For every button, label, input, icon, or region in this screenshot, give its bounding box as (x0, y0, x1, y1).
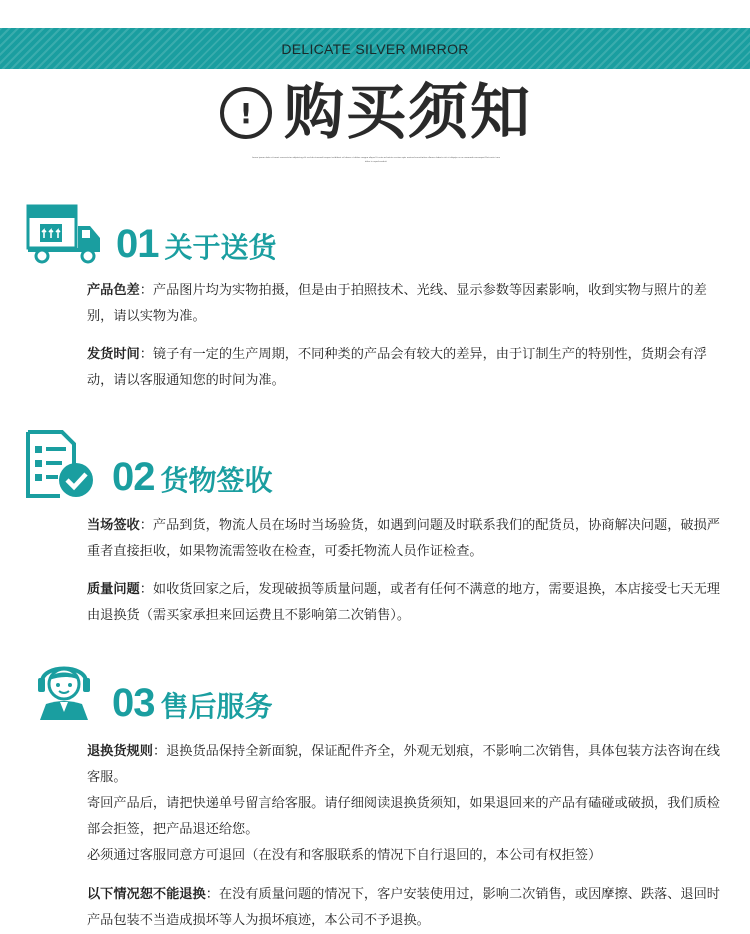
paragraph-text: ：退换货品保持全新面貌，保证配件齐全，外观无划痕，不影响二次销售，具体包装方法咨询在线客服。 (87, 744, 720, 785)
paragraph-text: ：如收货回家之后，发现破损等质量问题，或者有任何不满意的地方，需要退换，本店接受七天无理由退换货（需买家承担来回运费且不影响第二次销售）。 (87, 582, 720, 623)
page-title: 购买须知 (284, 78, 532, 148)
section-title-receipt (112, 455, 273, 500)
section-title-after-sales (112, 681, 273, 726)
paragraph-label: 质量问题 (87, 582, 140, 597)
paragraph-label: 退换货规则 (87, 744, 153, 759)
paragraph-label: 产品色差 (87, 283, 140, 298)
svg-text:!: ! (239, 97, 253, 130)
paragraph (87, 577, 723, 629)
paragraph-label: 以下情况恕不能退换 (87, 887, 206, 902)
paragraph-text: ：产品图片均为实物拍摄，但是由于拍照技术、光线、显示参数等因素影响，收到实物与照片的差别，请以实物为准。 (87, 283, 707, 324)
paragraph (87, 278, 723, 330)
paragraph-line: 必须通过客服同意方可退回（在没有和客服联系的情况下自行退回的，本公司有权拒签） (87, 848, 602, 863)
paragraph (87, 342, 723, 394)
section-label: 货物签收 (160, 464, 273, 497)
paragraph-label: 当场签收 (87, 518, 140, 533)
paragraph-label: 发货时间 (87, 347, 140, 362)
customer-service-icon (36, 656, 92, 720)
document-check-icon (26, 430, 96, 500)
section-number: 01 (116, 222, 159, 266)
page-title-row (0, 78, 750, 148)
paragraph (87, 739, 723, 869)
exclamation-icon (218, 85, 274, 141)
banner-text: DELICATE SILVER MIRROR (281, 40, 469, 57)
section-number: 03 (112, 681, 155, 725)
section-label: 关于送货 (164, 231, 277, 264)
paragraph-text: ：在没有质量问题的情况下，客户安装使用过，影响二次销售，或因摩擦、跌落、退回时产品包装不当造成损坏等人为损坏痕迹，本公司不予退换。 (87, 887, 720, 928)
paragraph (87, 882, 723, 934)
section-title-delivery (116, 222, 277, 267)
paragraph-line: 寄回产品后，请把快递单号留言给客服。请仔细阅读退换货须知，如果退回来的产品有磕碰或破损，我们质检部会拒签，把产品退还给您。 (87, 796, 720, 837)
paragraph (87, 513, 723, 565)
paragraph-text: ：产品到货，物流人员在场时当场验货，如遇到问题及时联系我们的配货员，协商解决问题，破损严重者直接拒收，如果物流需签收在检查，可委托物流人员作证检查。 (87, 518, 720, 559)
section-number: 02 (112, 455, 155, 499)
fine-print: Lorem ipsum dolor sit amet consectetur adipiscing elit sed do eiusmod tempor incididunt ut labore et dolore magna aliqua Ut enim ad minim veniam quis nostrud exercitation ullamco laboris nisi ut aliquip ex ea commodo consequat Duis aute irure dolor in reprehenderit (251, 157, 501, 163)
top-banner (0, 28, 750, 69)
section-label: 售后服务 (160, 690, 273, 723)
delivery-truck-icon (26, 204, 102, 266)
paragraph-text: ：镜子有一定的生产周期，不同种类的产品会有较大的差异，由于订制生产的特别性，货期会有浮动，请以客服通知您的时间为准。 (87, 347, 707, 388)
